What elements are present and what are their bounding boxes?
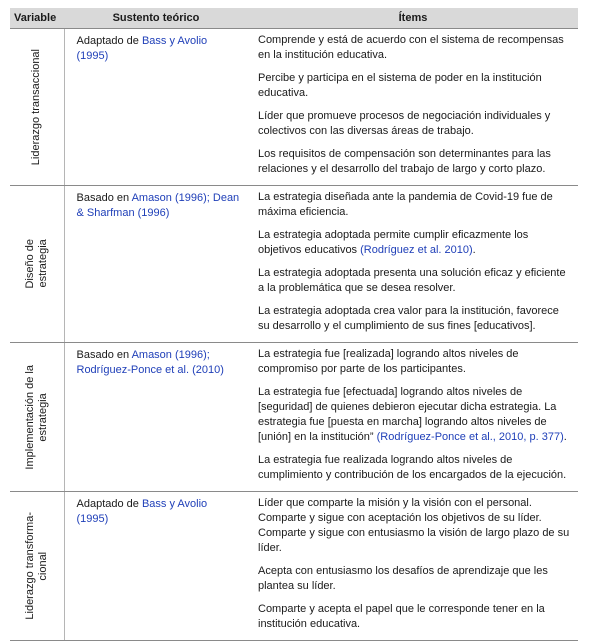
text-segment: Comparte y acepta el papel que le corresponde tener en la institución educativa.: [258, 603, 545, 630]
text-segment: Líder que promueve procesos de negociación individuales y colectivos con las diversas áreas de trabajo.: [258, 110, 551, 137]
text-segment: La estrategia fue realizada logrando altos niveles de cumplimiento y contribución de los encargados de la ejecución.: [258, 454, 567, 481]
item-statement: [258, 228, 572, 258]
text-segment: La estrategia diseñada ante la pandemia de Covid-19 fue de máxima eficiencia.: [258, 191, 553, 218]
items-cell: [248, 492, 578, 641]
citation-link[interactable]: (Rodríguez-Ponce et al., 2010, p. 377): [376, 431, 564, 443]
citation-link[interactable]: Bass y Avolio (1995): [76, 498, 208, 525]
citation-link[interactable]: Amason (1996); Dean & Sharfman (1996): [76, 192, 240, 219]
item-statement: [258, 304, 572, 334]
citation-link[interactable]: Bass y Avolio (1995): [76, 35, 208, 62]
text-segment: Adaptado de: [76, 498, 142, 510]
variable-cell: [10, 29, 64, 186]
text-segment: Los requisitos de compensación son determinantes para las relaciones y el desarrollo del trabajo de largo y corto plazo.: [258, 148, 551, 175]
item-statement: [258, 266, 572, 296]
item-statement: [258, 33, 572, 63]
table-row: [10, 186, 578, 343]
table-row: [10, 492, 578, 641]
variable-cell: [10, 492, 64, 641]
text-segment: Adaptado de: [76, 35, 142, 47]
items-cell: [248, 186, 578, 343]
text-segment: Basado en: [76, 192, 132, 204]
item-statement: [258, 147, 572, 177]
table-header-row: [10, 8, 578, 29]
citation-link[interactable]: (Rodríguez et al. 2010): [360, 244, 473, 256]
variable-label: Liderazgo transaccional: [30, 48, 43, 166]
text-segment: Basado en: [76, 349, 132, 361]
item-statement: [258, 496, 572, 556]
text-segment: La estrategia adoptada crea valor para la institución, favorece su desarrollo y el cumplimiento de sus fines [educativos].: [258, 305, 559, 332]
text-segment: Líder que comparte la misión y la visión con el personal. Comparte y sigue con aceptación los objetivos de su líder. Comparte y sigue con entusiasmo la visión de largo plazo de su líder.: [258, 497, 570, 554]
text-segment: Acepta con entusiasmo los desafíos de aprendizaje que les plantea su líder.: [258, 565, 548, 592]
variables-table: [10, 8, 578, 641]
item-statement: [258, 71, 572, 101]
header-sustento: Sustento teórico: [64, 8, 248, 29]
text-segment: La estrategia adoptada permite cumplir eficazmente los objetivos educativos: [258, 229, 529, 256]
variable-cell: [10, 186, 64, 343]
items-cell: [248, 343, 578, 492]
sustento-cell: [64, 492, 248, 641]
sustento-cell: [64, 29, 248, 186]
text-segment: La estrategia adoptada presenta una solución eficaz y eficiente a la problemática que se desea resolver.: [258, 267, 566, 294]
variable-label: Implementación de la estrategia: [23, 364, 49, 470]
table-row: [10, 29, 578, 186]
text-segment: .: [563, 431, 567, 443]
item-statement: [258, 453, 572, 483]
item-statement: [258, 347, 572, 377]
variable-label: Diseño de estrategia: [23, 239, 49, 289]
variable-label: Liderazgo transforma- cional: [23, 512, 49, 620]
text-segment: Comprende y está de acuerdo con el sistema de recompensas en la institución educativa.: [258, 34, 564, 61]
citation-link[interactable]: Amason (1996); Rodríguez-Ponce et al. (2010): [76, 349, 224, 376]
text-segment: La estrategia fue [efectuada] logrando altos niveles de [seguridad] de quienes debieron ejecutar dicha estrategia. La estrategia fue [puesta en marcha] logrando altos niveles de [unión] en la institución”: [258, 386, 557, 443]
text-segment: La estrategia fue [realizada] logrando altos niveles de compromiso por parte de los participantes.: [258, 348, 519, 375]
item-statement: [258, 190, 572, 220]
item-statement: [258, 564, 572, 594]
text-segment: Percibe y participa en el sistema de poder en la institución educativa.: [258, 72, 542, 99]
item-statement: [258, 385, 572, 445]
item-statement: [258, 602, 572, 632]
items-cell: [248, 29, 578, 186]
header-items: Ítems: [248, 8, 578, 29]
item-statement: [258, 109, 572, 139]
header-variable: Variable: [10, 8, 64, 29]
table-row: [10, 343, 578, 492]
sustento-cell: [64, 343, 248, 492]
variable-cell: [10, 343, 64, 492]
table-body: [10, 29, 578, 641]
text-segment: .: [472, 244, 476, 256]
sustento-cell: [64, 186, 248, 343]
